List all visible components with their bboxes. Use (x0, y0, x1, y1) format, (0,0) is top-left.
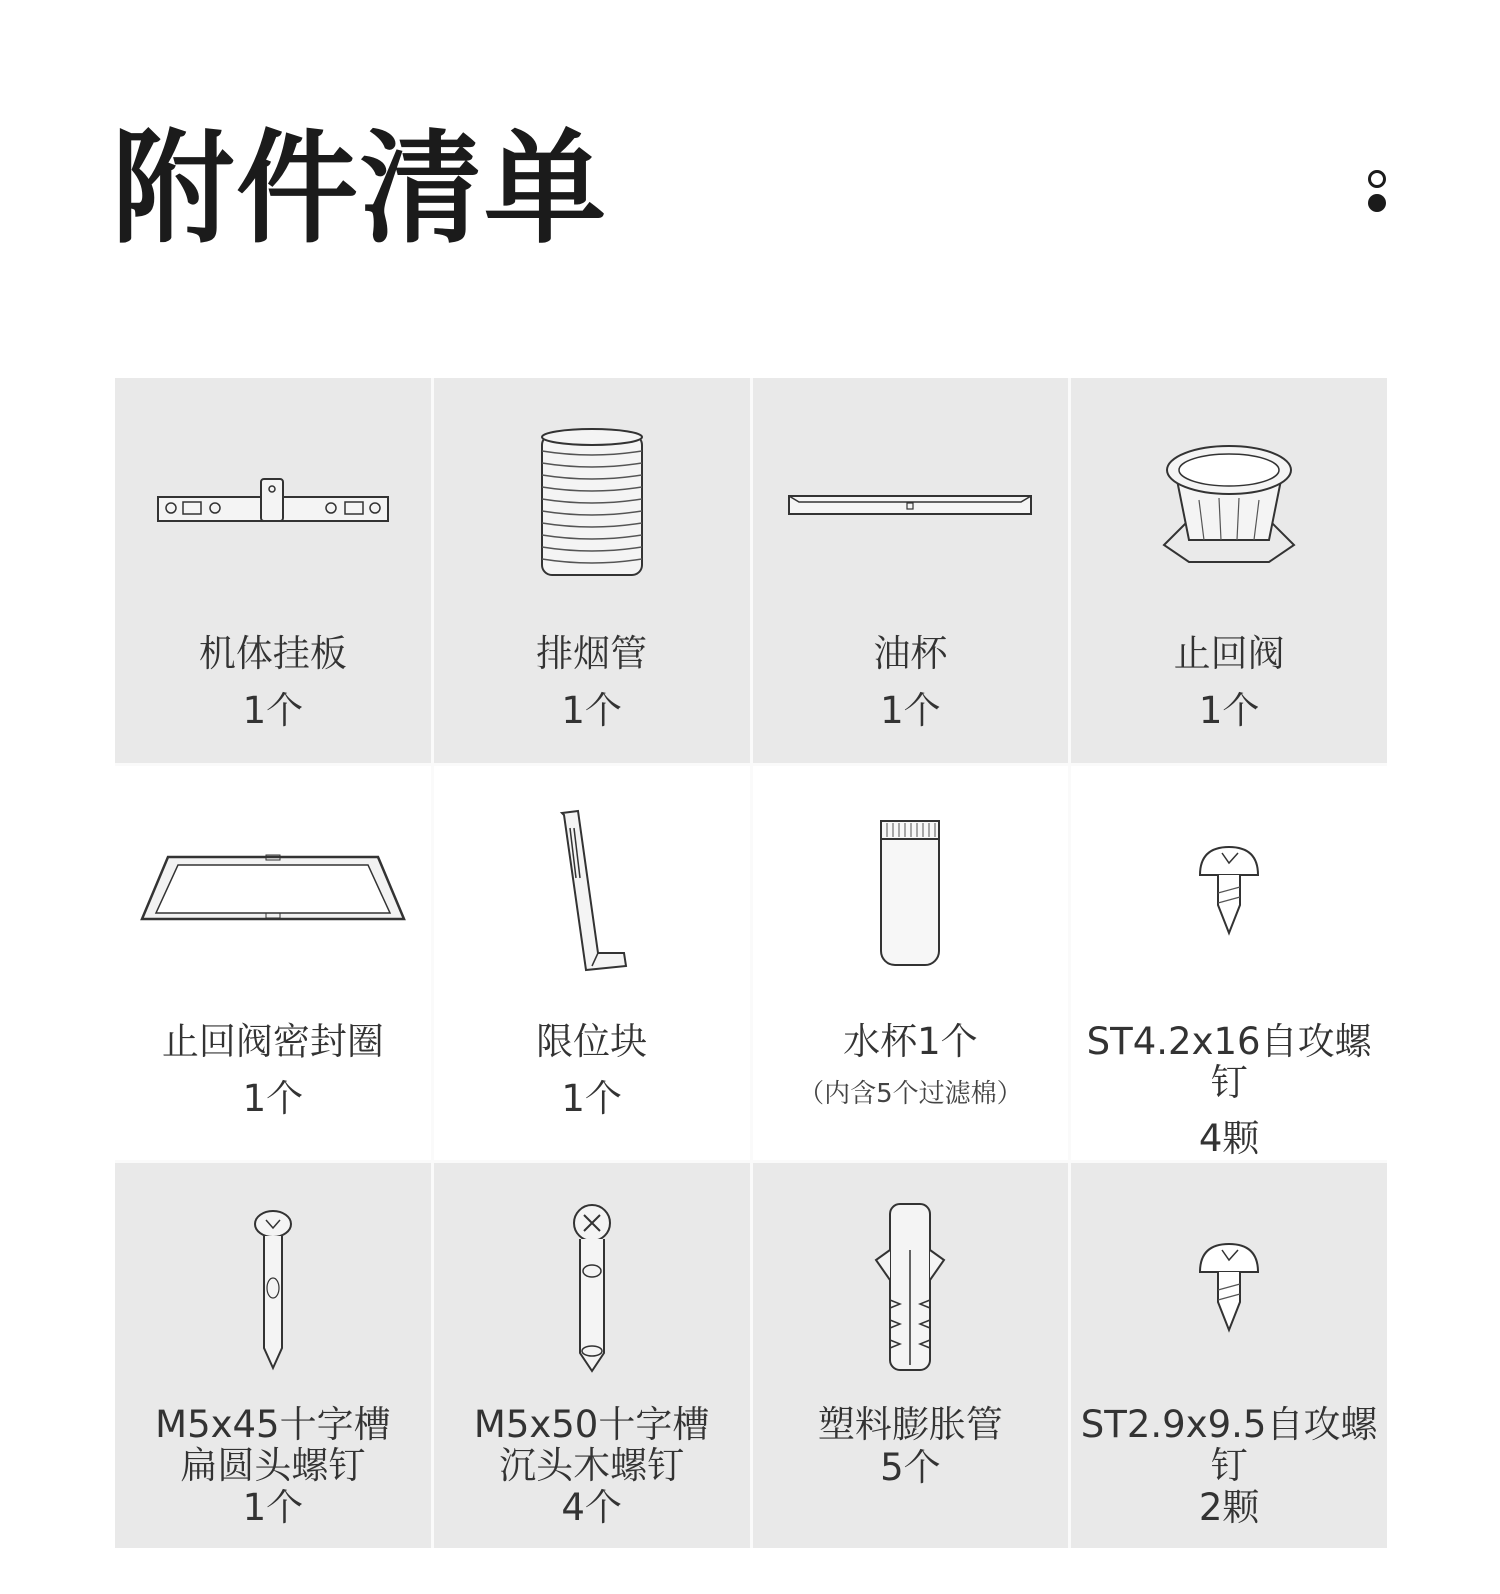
item-name: 止回阀密封圈 (161, 1019, 384, 1063)
pan-head-screw-icon (248, 1208, 298, 1373)
pagination-dots[interactable] (1368, 170, 1392, 218)
item-quantity: 1个 (561, 688, 622, 732)
accessory-card (115, 766, 431, 1160)
item-quantity: 4颗 (1198, 1117, 1260, 1161)
item-name: 限位块 (536, 1019, 648, 1063)
seal-ring-icon (138, 853, 408, 933)
page-title: 附件清单 (112, 118, 608, 260)
accessory-card (1071, 378, 1387, 763)
limit-block-icon (552, 808, 632, 978)
item-quantity: 1个 (561, 1076, 622, 1120)
item-quantity: 1个 (880, 688, 941, 732)
item-quantity: 2颗 (1198, 1486, 1260, 1530)
item-name: ST4.2x16自攻螺钉 (1086, 1019, 1372, 1104)
tapping-screw-icon (1194, 843, 1264, 943)
page-dot-active[interactable] (1368, 194, 1386, 212)
small-tapping-screw-icon (1194, 1240, 1264, 1340)
item-name: M5x45十字槽 扁圆头螺钉 (155, 1403, 391, 1487)
item-name: 塑料膨胀管 (817, 1403, 1003, 1447)
item-name: 油杯 (873, 632, 948, 675)
accessory-card (115, 1163, 431, 1548)
item-quantity: 4个 (561, 1486, 622, 1530)
accessory-card (1071, 1163, 1387, 1548)
item-name: 水杯1个 (843, 1019, 978, 1063)
wall-mount-plate-icon (153, 475, 393, 535)
wood-screw-icon (562, 1203, 622, 1378)
item-name: M5x50十字槽 沉头木螺钉 (473, 1403, 710, 1487)
check-valve-icon (1159, 440, 1299, 570)
accessory-grid (115, 378, 1387, 1548)
accessory-card (1071, 766, 1387, 1160)
item-quantity: 5个 (880, 1445, 941, 1489)
water-cup-icon (875, 815, 945, 970)
wall-anchor-icon (870, 1200, 950, 1380)
accessory-card (753, 378, 1069, 763)
accessory-card (753, 1163, 1069, 1548)
accessory-card (434, 378, 750, 763)
accessory-card (434, 766, 750, 1160)
item-name: 机体挂板 (198, 632, 347, 675)
item-name: 排烟管 (536, 632, 648, 675)
accessory-card (753, 766, 1069, 1160)
page-dot-inactive[interactable] (1368, 170, 1386, 188)
accessory-card (434, 1163, 750, 1548)
item-name: 止回阀 (1173, 632, 1285, 675)
item-quantity: 1个 (242, 688, 304, 732)
accessory-card (115, 378, 431, 763)
item-quantity: 1个 (242, 1076, 304, 1120)
item-quantity: 1个 (1198, 688, 1260, 732)
item-quantity: 1个 (242, 1486, 304, 1530)
item-note: （内含5个过滤棉） (798, 1078, 1023, 1109)
oil-cup-icon (785, 490, 1035, 520)
exhaust-duct-icon (537, 425, 647, 585)
item-name: ST2.9x9.5自攻螺钉 (1080, 1403, 1378, 1487)
